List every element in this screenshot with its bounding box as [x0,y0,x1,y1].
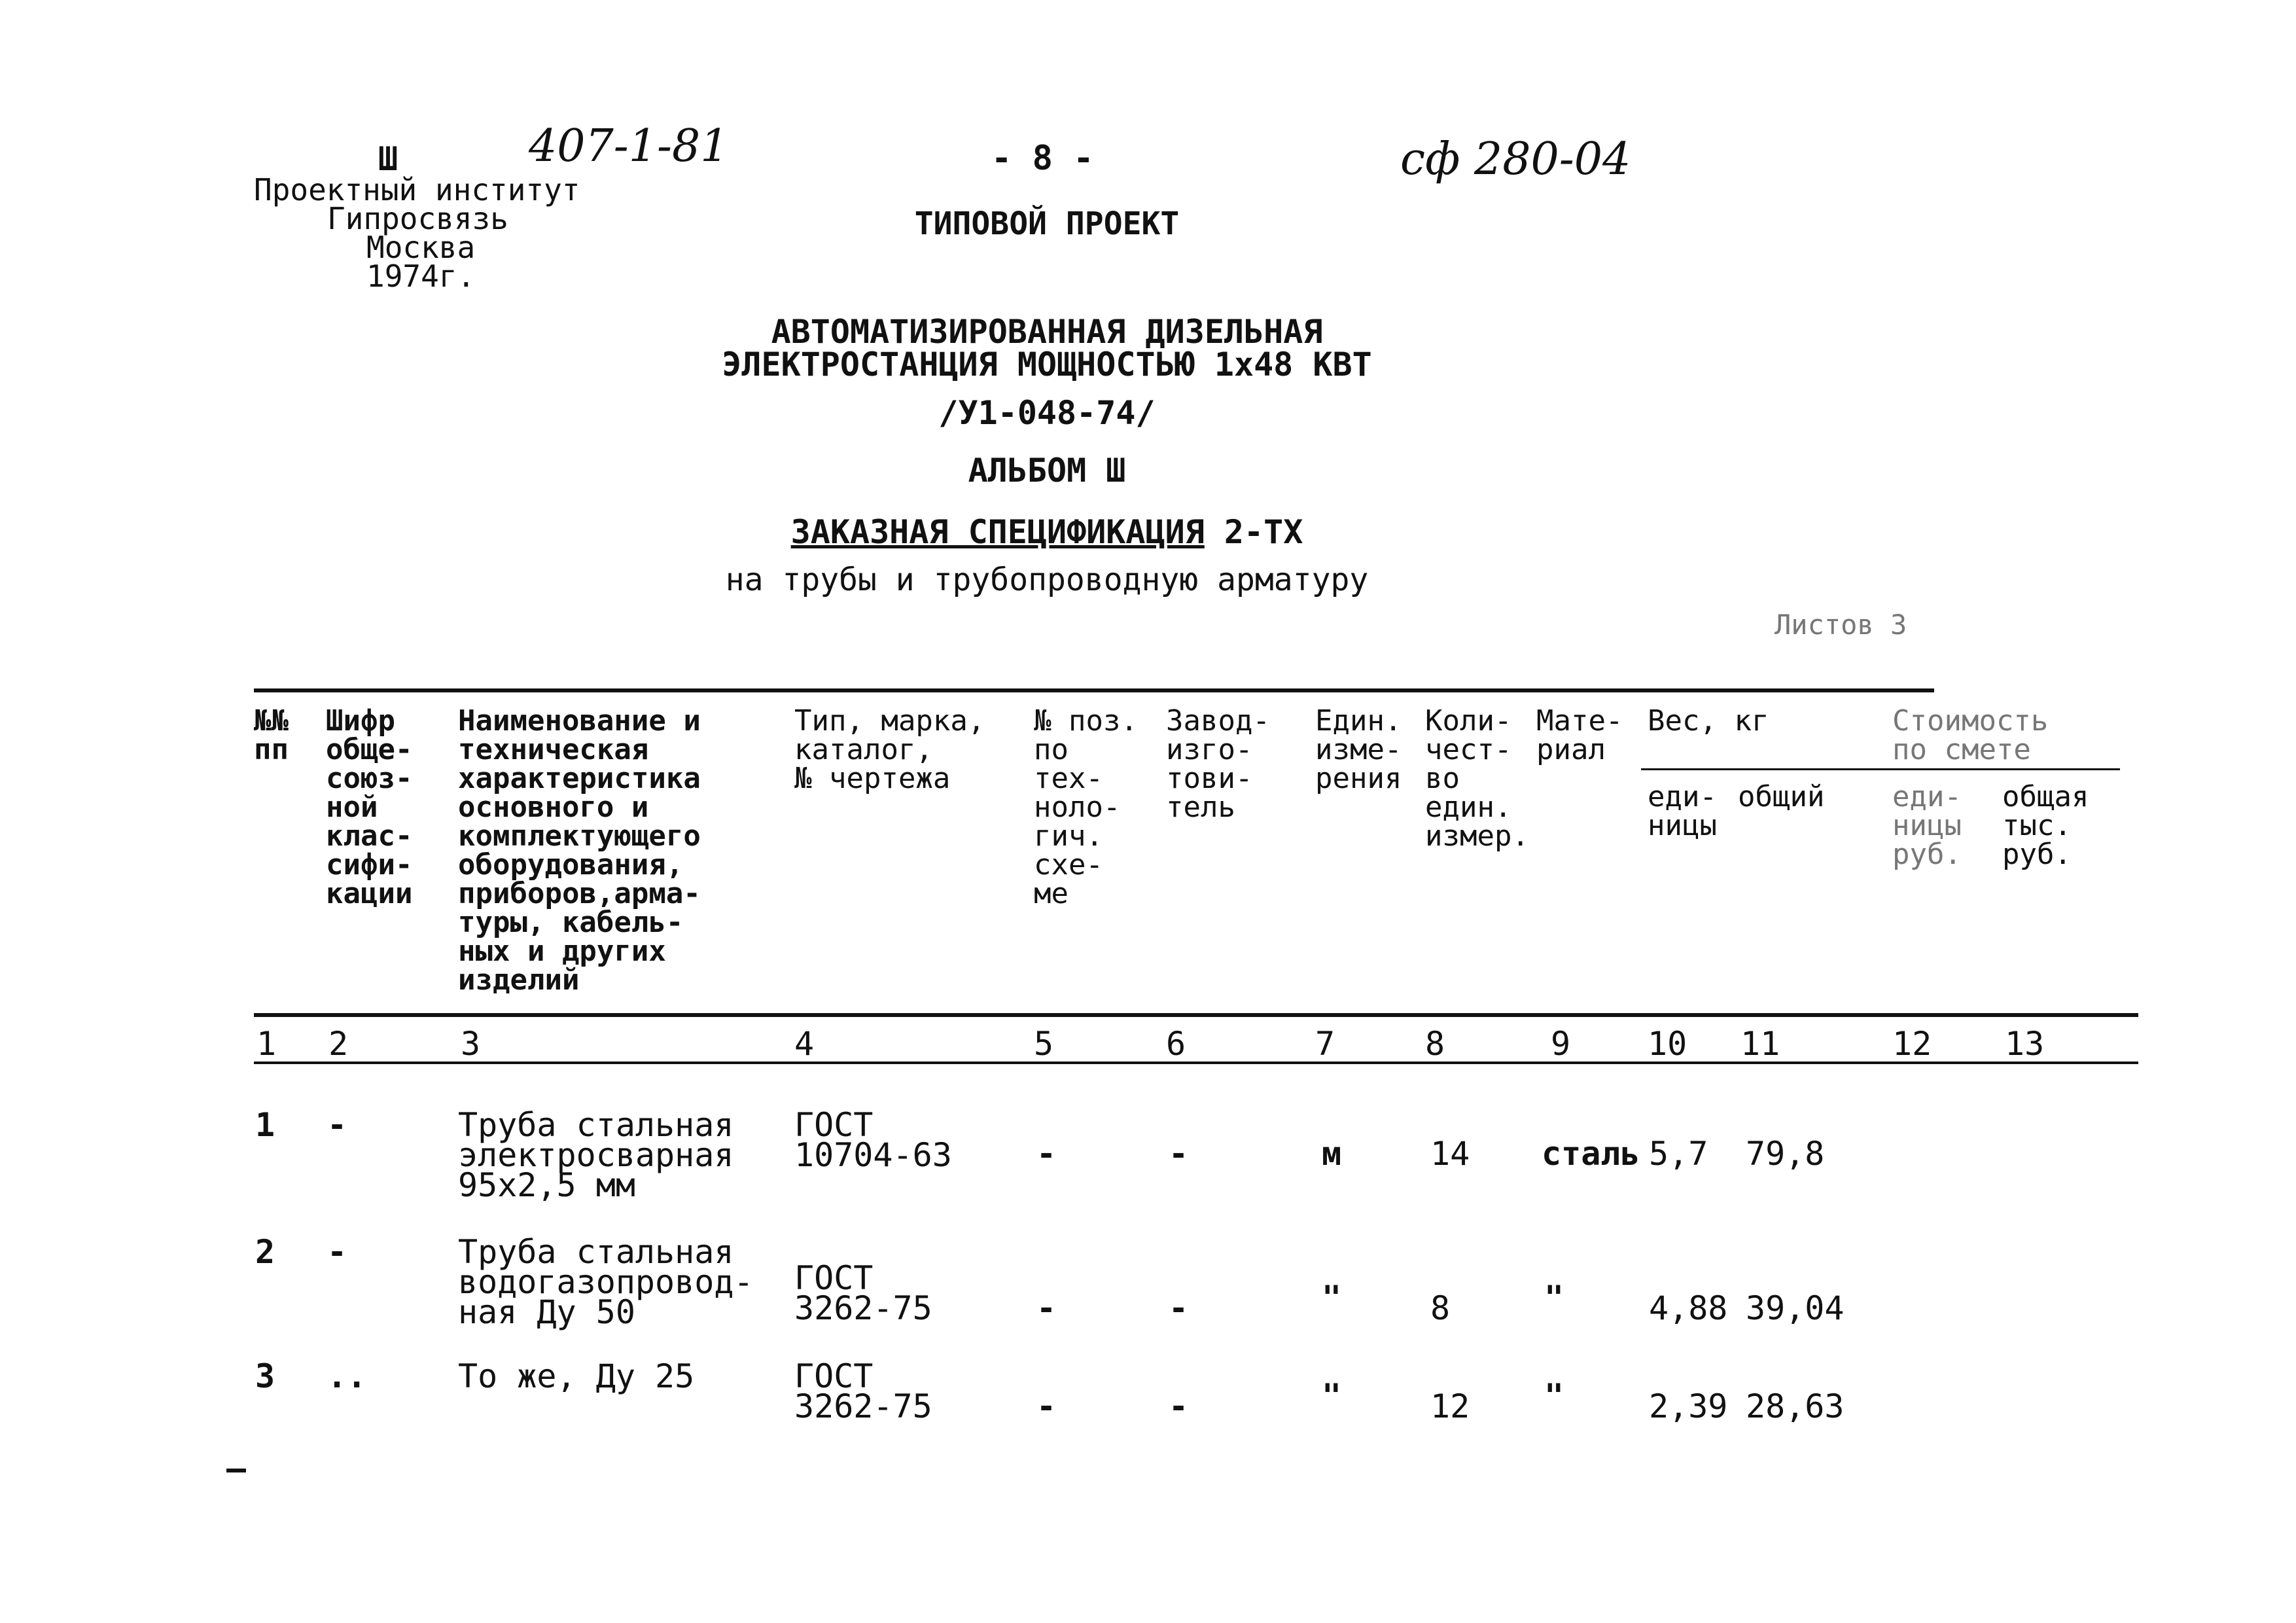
col-header-weight-total: общий [1738,780,1825,813]
handwritten-project-number: 407-1-81 [529,120,729,172]
cell-maker: - [1169,1289,1189,1327]
column-number-rule [254,1061,2138,1064]
institute-line: Москва [366,230,476,265]
cell-pos: - [1036,1387,1057,1425]
cell-weight-unit: 2,39 [1649,1387,1728,1425]
cell-qty: 14 [1430,1135,1470,1173]
column-number: 6 [1166,1025,1186,1063]
title-line-2: ЭЛЕКТРОСТАНЦИЯ МОЩНОСТЬЮ 1х48 КВТ [722,346,1372,383]
institute-line: Гипросвязь [327,201,508,236]
column-number: 2 [328,1025,349,1063]
cell-material: " [1544,1377,1564,1415]
cell-maker: - [1169,1135,1189,1173]
col-header-qty: Коли- чест- во един. измер. [1425,704,1529,853]
col-header-maker: Завод- изго- тови- тель [1166,704,1270,824]
cell-material: " [1544,1279,1564,1317]
institute-block [254,172,580,294]
cell-weight-unit: 5,7 [1649,1135,1708,1173]
cell-unit: м [1322,1135,1342,1173]
col-header-type: Тип, марка, каталог, № чертежа [794,704,985,795]
institute-line: Проектный институт [254,172,580,207]
cell-code: - [327,1233,347,1271]
cell-qty: 8 [1430,1289,1451,1327]
institute-line: 1974г. [366,259,476,294]
cell-code: .. [327,1357,367,1395]
cell-material: сталь [1542,1135,1640,1173]
col-header-no: №№ пп [254,704,289,766]
project-code: /У1-048-74/ [938,394,1156,432]
col-header-cost: Стоимость по смете [1892,704,2049,766]
spec-subtitle: на трубы и трубопроводную арматуру [725,562,1369,598]
cell-name: Труба стальная электросварная 95х2,5 мм [458,1106,734,1204]
roman-mark: Ш [378,140,398,178]
cell-name: Труба стальная водогазопровод- ная Ду 50 [458,1233,754,1331]
column-number: 11 [1740,1025,1780,1063]
cell-type: ГОСТ 10704-63 [794,1106,952,1174]
cell-weight-unit: 4,88 [1649,1289,1728,1327]
table-top-rule [254,688,1934,692]
col-header-material: Мате- риал [1536,704,1623,766]
cost-group-rule [1891,768,2120,770]
spec-title-main: ЗАКАЗНАЯ СПЕЦИФИКАЦИЯ [790,513,1205,551]
spec-title [589,513,1505,551]
cell-code: - [327,1106,347,1144]
cell-unit: " [1322,1279,1342,1317]
column-number: 9 [1551,1025,1571,1063]
column-number: 12 [1892,1025,1932,1063]
doc-type: ТИПОВОЙ ПРОЕКТ [914,205,1180,242]
col-header-weight-unit: еди- ницы [1648,780,1717,842]
column-number: 1 [256,1025,277,1063]
column-number: 4 [794,1025,815,1063]
cell-weight-total: 39,04 [1746,1289,1845,1327]
sheets-count: Листов 3 [1775,609,1907,641]
col-header-cost-total: общая тыс. руб. [2002,780,2089,871]
col-header-name: Наименование и техническая характеристика основного и комплектующего оборудования, приборов,арма- туры, кабель- ных и других изделий [458,704,701,997]
col-header-weight: Вес, кг [1648,704,1769,738]
page-number: - 8 - [991,139,1094,178]
col-header-unit: Един. изме- рения [1315,704,1402,795]
col-header-pos: № поз. по тех- ноло- гич. схе- ме [1034,704,1138,910]
cell-name: То же, Ду 25 [458,1357,695,1395]
cell-type: ГОСТ 3262-75 [794,1357,932,1425]
handwritten-code: сф 280-04 [1400,134,1631,185]
cell-weight-total: 28,63 [1746,1387,1845,1425]
col-header-code: Шифр обще- союз- ной клас- сифи- кации [326,704,413,910]
column-number: 7 [1315,1025,1335,1063]
column-number: 10 [1648,1025,1687,1063]
column-number: 8 [1425,1025,1445,1063]
cell-no: 2 [255,1233,275,1271]
cell-pos: - [1036,1135,1057,1173]
column-number: 5 [1034,1025,1054,1063]
cell-qty: 12 [1430,1387,1470,1425]
cell-pos: - [1036,1289,1057,1327]
album-label: АЛЬБОМ Ш [968,452,1126,490]
cell-unit: " [1322,1377,1342,1415]
cell-no: 3 [255,1357,275,1395]
cell-type: ГОСТ 3262-75 [794,1259,932,1327]
col-header-cost-unit: еди- ницы руб. [1892,780,1962,871]
column-number: 3 [461,1025,481,1063]
cell-no: 1 [255,1106,275,1144]
cell-maker: - [1169,1387,1189,1425]
header-bottom-rule [254,1013,2138,1017]
scan-mark [226,1469,246,1472]
spec-title-suffix: 2-ТХ [1204,513,1303,551]
column-number: 13 [2005,1025,2045,1063]
title-line-1: АВТОМАТИЗИРОВАННАЯ ДИЗЕЛЬНАЯ [771,313,1323,351]
cell-weight-total: 79,8 [1746,1135,1825,1173]
